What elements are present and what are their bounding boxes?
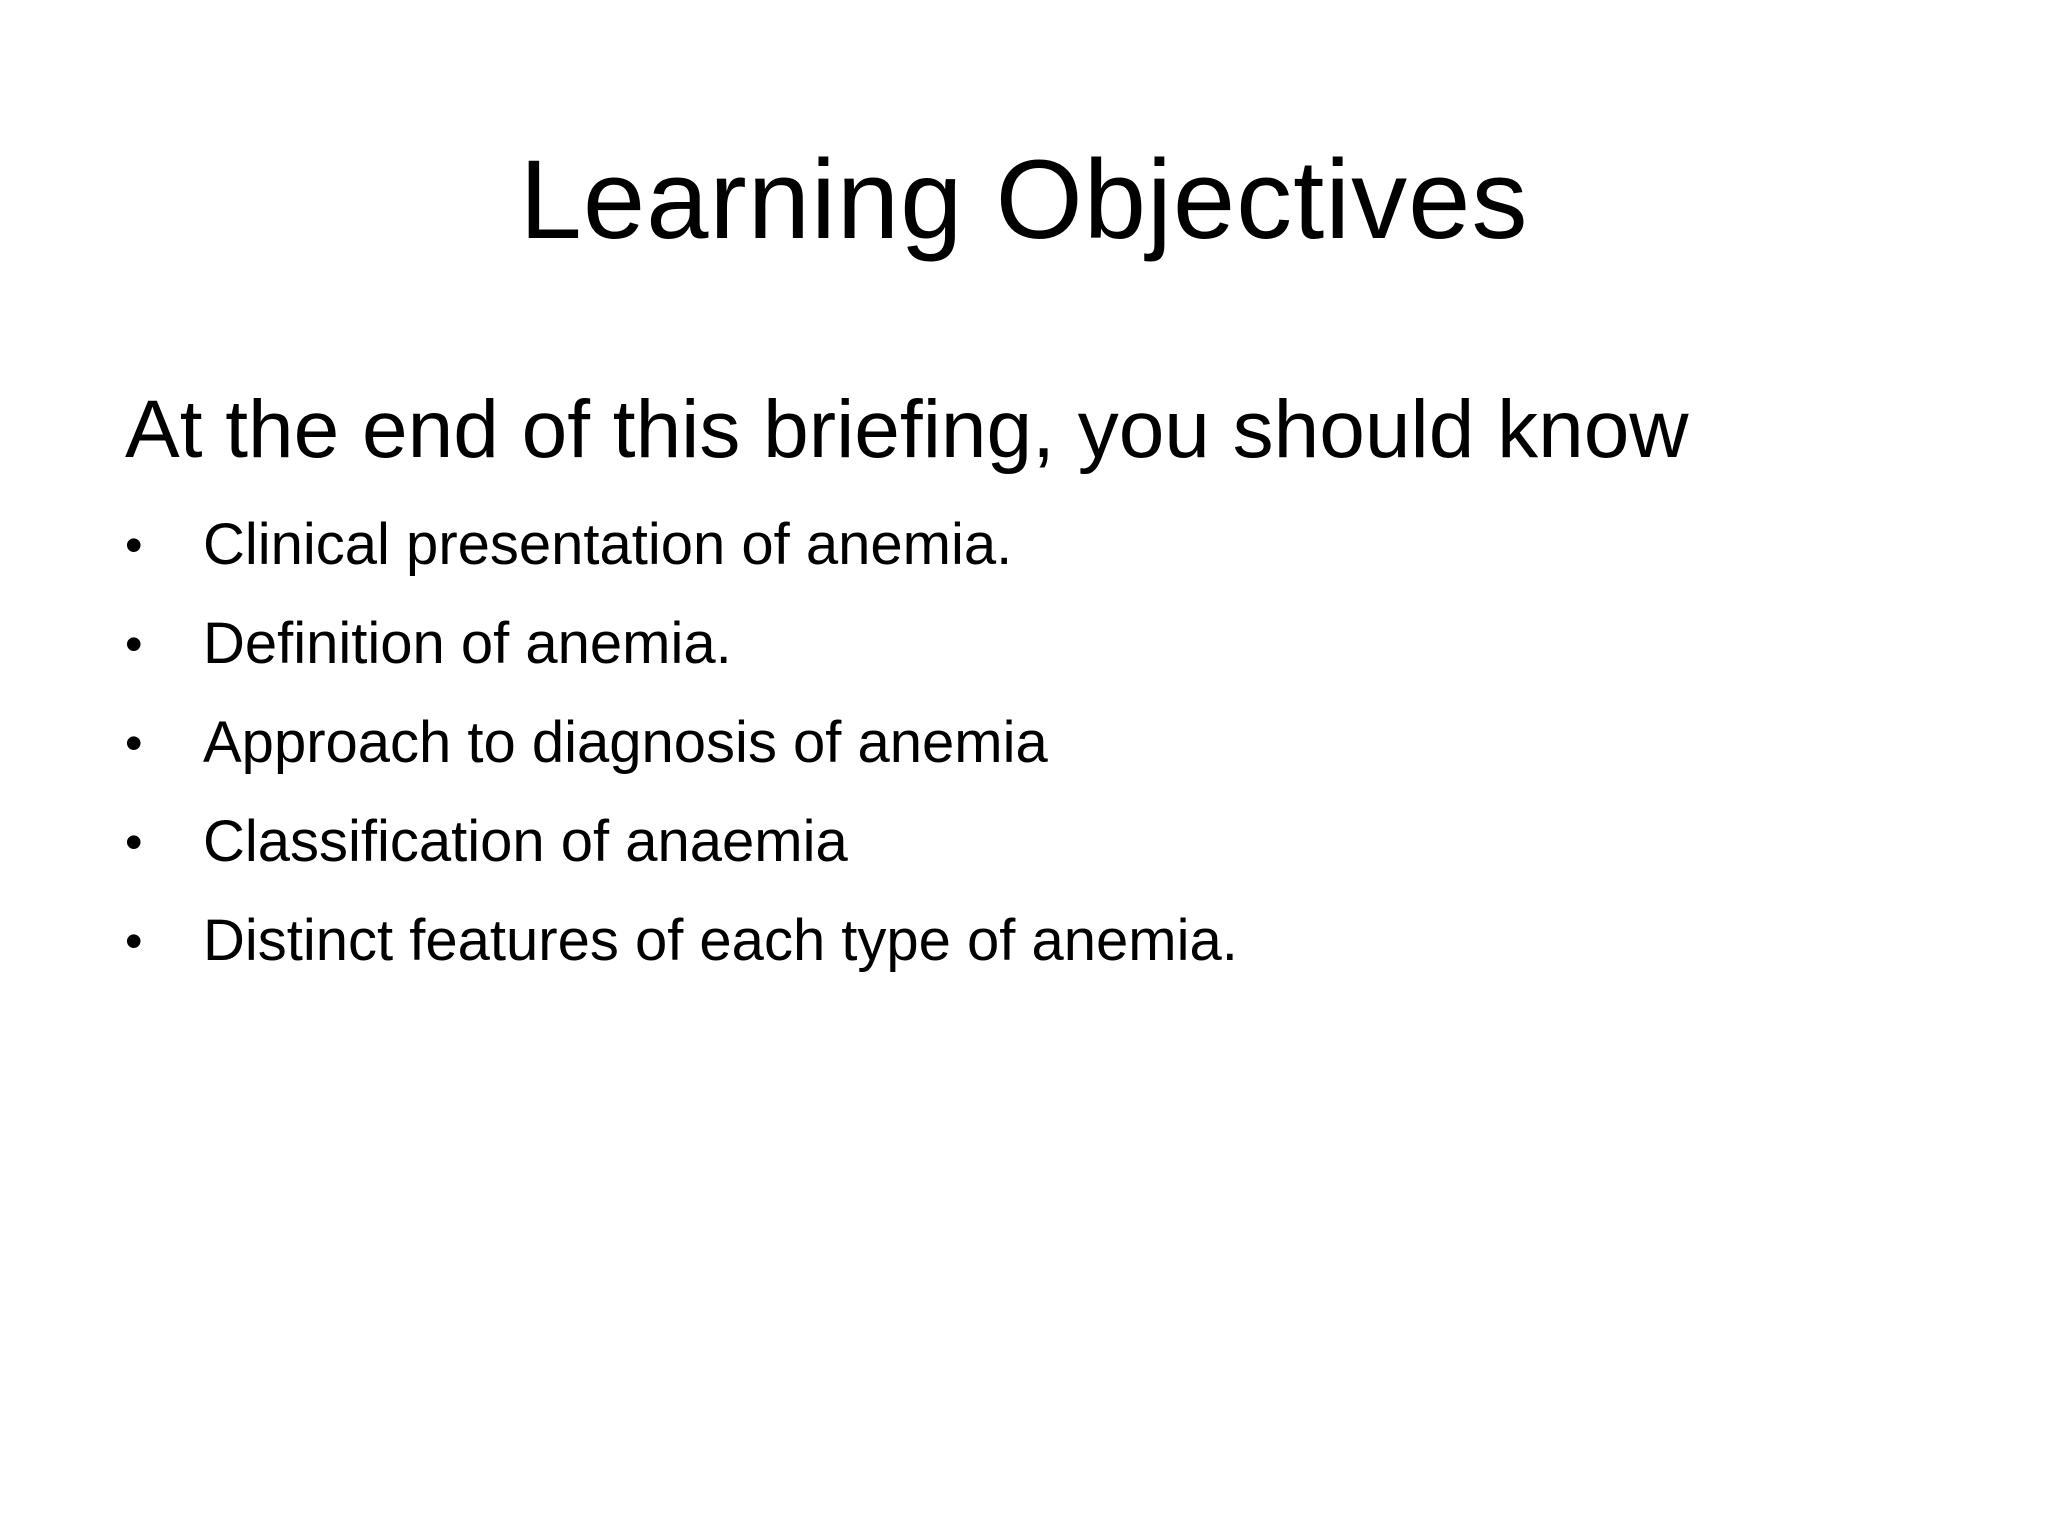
list-item bbox=[125, 901, 1975, 1000]
list-item-text: Clinical presentation of anemia. bbox=[203, 512, 1013, 577]
list-item bbox=[125, 802, 1975, 901]
bullet-icon: • bbox=[125, 517, 143, 573]
bullet-icon: • bbox=[125, 814, 143, 870]
objectives-list bbox=[125, 505, 1975, 1000]
list-item-text: Classification of anaemia bbox=[203, 809, 848, 874]
bullet-icon: • bbox=[125, 913, 143, 969]
list-item-text: Approach to diagnosis of anemia bbox=[203, 710, 1048, 775]
list-item bbox=[125, 604, 1975, 703]
slide-title: Learning Objectives bbox=[519, 137, 1529, 262]
list-item-text: Distinct features of each type of anemia. bbox=[203, 908, 1238, 973]
intro-text: At the end of this briefing, you should know bbox=[125, 384, 1689, 475]
list-item bbox=[125, 703, 1975, 802]
list-item bbox=[125, 505, 1975, 604]
bullet-icon: • bbox=[125, 715, 143, 771]
list-item-text: Definition of anemia. bbox=[203, 611, 732, 676]
bullet-icon: • bbox=[125, 616, 143, 672]
